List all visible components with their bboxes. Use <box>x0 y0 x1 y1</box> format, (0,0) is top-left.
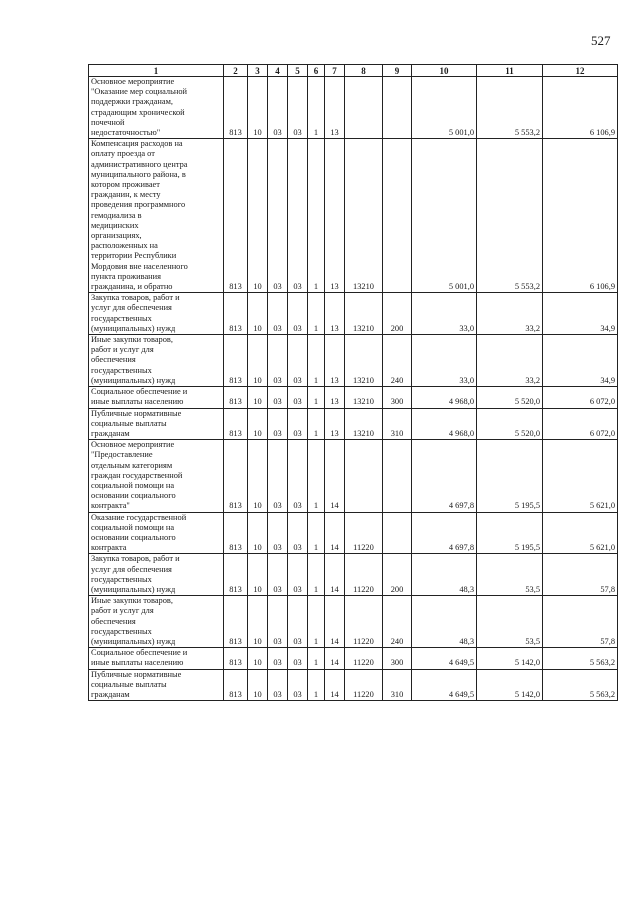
subsection-code-cell: 03 <box>268 596 288 648</box>
program-code-cell: 03 <box>288 512 308 554</box>
subprogram-code-cell: 1 <box>308 669 325 701</box>
amount-year-1-cell: 5 001,0 <box>412 77 477 139</box>
row-name: Закупка товаров, работ и услуг для обеспечения государственных (муниципальных) нужд <box>89 554 224 596</box>
row-name: Публичные нормативные социальные выплаты гражданам <box>89 408 224 440</box>
subsection-code-cell: 03 <box>268 554 288 596</box>
subprogram-code-cell: 1 <box>308 596 325 648</box>
section-code-cell: 10 <box>248 669 268 701</box>
expense-type-cell <box>383 139 412 293</box>
program-code-cell: 03 <box>288 440 308 512</box>
expense-type-cell <box>383 77 412 139</box>
amount-year-2-cell: 33,2 <box>477 335 543 387</box>
amount-year-2-cell: 53,5 <box>477 596 543 648</box>
activity-code-cell: 14 <box>325 669 345 701</box>
program-code-cell: 03 <box>288 139 308 293</box>
subsection-code-cell: 03 <box>268 387 288 408</box>
column-header: 3 <box>248 65 268 77</box>
row-name: Публичные нормативные социальные выплаты гражданам <box>89 669 224 701</box>
section-code-cell: 10 <box>248 512 268 554</box>
section-code-cell: 10 <box>248 440 268 512</box>
expense-type-cell: 300 <box>383 648 412 669</box>
row-name: Иные закупки товаров, работ и услуг для обеспечения государственных (муниципальных) нужд <box>89 596 224 648</box>
amount-year-3-cell: 57,8 <box>543 554 618 596</box>
column-header: 8 <box>345 65 383 77</box>
subsection-code-cell: 03 <box>268 77 288 139</box>
amount-year-1-cell: 33,0 <box>412 335 477 387</box>
row-name: Иные закупки товаров, работ и услуг для обеспечения государственных (муниципальных) нужд <box>89 335 224 387</box>
expense-type-cell: 240 <box>383 335 412 387</box>
amount-year-3-cell: 6 072,0 <box>543 387 618 408</box>
activity-code-cell: 14 <box>325 648 345 669</box>
program-code-cell: 03 <box>288 408 308 440</box>
row-name: Закупка товаров, работ и услуг для обеспечения государственных (муниципальных) нужд <box>89 293 224 335</box>
amount-year-3-cell: 5 621,0 <box>543 512 618 554</box>
budget-table <box>88 64 618 701</box>
amount-year-2-cell: 5 142,0 <box>477 669 543 701</box>
target-code-cell: 11220 <box>345 669 383 701</box>
section-code-cell: 10 <box>248 408 268 440</box>
section-code-cell: 10 <box>248 387 268 408</box>
amount-year-3-cell: 34,9 <box>543 293 618 335</box>
expense-type-cell: 200 <box>383 293 412 335</box>
grbs-code-cell: 813 <box>224 335 248 387</box>
subprogram-code-cell: 1 <box>308 139 325 293</box>
subprogram-code-cell: 1 <box>308 293 325 335</box>
grbs-code-cell: 813 <box>224 408 248 440</box>
subprogram-code-cell: 1 <box>308 408 325 440</box>
row-name: Социальное обеспечение и иные выплаты населению <box>89 387 224 408</box>
section-code-cell: 10 <box>248 554 268 596</box>
table-row <box>89 596 618 648</box>
amount-year-1-cell: 4 649,5 <box>412 648 477 669</box>
amount-year-3-cell: 5 563,2 <box>543 669 618 701</box>
amount-year-1-cell: 4 697,8 <box>412 440 477 512</box>
amount-year-3-cell: 6 072,0 <box>543 408 618 440</box>
row-name: Социальное обеспечение и иные выплаты населению <box>89 648 224 669</box>
page-number: 527 <box>591 33 611 48</box>
activity-code-cell: 13 <box>325 139 345 293</box>
activity-code-cell: 13 <box>325 77 345 139</box>
amount-year-1-cell: 4 649,5 <box>412 669 477 701</box>
program-code-cell: 03 <box>288 335 308 387</box>
subprogram-code-cell: 1 <box>308 512 325 554</box>
expense-type-cell: 240 <box>383 596 412 648</box>
activity-code-cell: 13 <box>325 408 345 440</box>
section-code-cell: 10 <box>248 596 268 648</box>
program-code-cell: 03 <box>288 648 308 669</box>
column-header: 6 <box>308 65 325 77</box>
amount-year-1-cell: 5 001,0 <box>412 139 477 293</box>
amount-year-3-cell: 5 563,2 <box>543 648 618 669</box>
amount-year-2-cell: 5 553,2 <box>477 139 543 293</box>
row-name: Компенсация расходов на оплату проезда от административного центра муниципального района, в котором проживает гражданин, к месту проведения программного гемодиализа в медицинских организациях, расположенных на территории Республики Мордовия вне населенного пункта проживания гражданина, и обратно <box>89 139 224 293</box>
activity-code-cell: 14 <box>325 554 345 596</box>
amount-year-2-cell: 5 195,5 <box>477 512 543 554</box>
subprogram-code-cell: 1 <box>308 554 325 596</box>
subprogram-code-cell: 1 <box>308 648 325 669</box>
section-code-cell: 10 <box>248 648 268 669</box>
table-row <box>89 335 618 387</box>
header-row <box>89 65 618 77</box>
grbs-code-cell: 813 <box>224 554 248 596</box>
table-row <box>89 669 618 701</box>
amount-year-3-cell: 5 621,0 <box>543 440 618 512</box>
subprogram-code-cell: 1 <box>308 387 325 408</box>
grbs-code-cell: 813 <box>224 77 248 139</box>
expense-type-cell <box>383 512 412 554</box>
column-header: 7 <box>325 65 345 77</box>
subprogram-code-cell: 1 <box>308 440 325 512</box>
activity-code-cell: 13 <box>325 293 345 335</box>
expense-type-cell: 300 <box>383 387 412 408</box>
target-code-cell: 13210 <box>345 408 383 440</box>
expense-type-cell: 200 <box>383 554 412 596</box>
grbs-code-cell: 813 <box>224 293 248 335</box>
program-code-cell: 03 <box>288 669 308 701</box>
grbs-code-cell: 813 <box>224 139 248 293</box>
column-header: 12 <box>543 65 618 77</box>
target-code-cell: 13210 <box>345 335 383 387</box>
activity-code-cell: 13 <box>325 387 345 408</box>
amount-year-3-cell: 6 106,9 <box>543 77 618 139</box>
program-code-cell: 03 <box>288 293 308 335</box>
subsection-code-cell: 03 <box>268 408 288 440</box>
subsection-code-cell: 03 <box>268 293 288 335</box>
grbs-code-cell: 813 <box>224 512 248 554</box>
amount-year-1-cell: 48,3 <box>412 596 477 648</box>
column-header: 1 <box>89 65 224 77</box>
row-name: Основное мероприятие "Предоставление отдельным категориям граждан государственной социальной помощи на основании социального контракта" <box>89 440 224 512</box>
table-row <box>89 139 618 293</box>
subsection-code-cell: 03 <box>268 669 288 701</box>
column-header: 11 <box>477 65 543 77</box>
grbs-code-cell: 813 <box>224 440 248 512</box>
target-code-cell: 11220 <box>345 596 383 648</box>
amount-year-1-cell: 48,3 <box>412 554 477 596</box>
amount-year-1-cell: 4 968,0 <box>412 387 477 408</box>
subsection-code-cell: 03 <box>268 440 288 512</box>
activity-code-cell: 14 <box>325 512 345 554</box>
section-code-cell: 10 <box>248 335 268 387</box>
column-header: 4 <box>268 65 288 77</box>
amount-year-3-cell: 6 106,9 <box>543 139 618 293</box>
row-name: Оказание государственной социальной помощи на основании социального контракта <box>89 512 224 554</box>
amount-year-1-cell: 4 968,0 <box>412 408 477 440</box>
program-code-cell: 03 <box>288 596 308 648</box>
section-code-cell: 10 <box>248 293 268 335</box>
subsection-code-cell: 03 <box>268 335 288 387</box>
amount-year-3-cell: 34,9 <box>543 335 618 387</box>
amount-year-1-cell: 33,0 <box>412 293 477 335</box>
table-row <box>89 440 618 512</box>
target-code-cell: 11220 <box>345 512 383 554</box>
amount-year-2-cell: 5 520,0 <box>477 408 543 440</box>
amount-year-2-cell: 53,5 <box>477 554 543 596</box>
activity-code-cell: 13 <box>325 335 345 387</box>
amount-year-1-cell: 4 697,8 <box>412 512 477 554</box>
activity-code-cell: 14 <box>325 440 345 512</box>
subsection-code-cell: 03 <box>268 648 288 669</box>
target-code-cell: 13210 <box>345 139 383 293</box>
target-code-cell: 13210 <box>345 387 383 408</box>
table-row <box>89 293 618 335</box>
subsection-code-cell: 03 <box>268 512 288 554</box>
program-code-cell: 03 <box>288 554 308 596</box>
amount-year-3-cell: 57,8 <box>543 596 618 648</box>
grbs-code-cell: 813 <box>224 669 248 701</box>
table-row <box>89 648 618 669</box>
activity-code-cell: 14 <box>325 596 345 648</box>
target-code-cell <box>345 77 383 139</box>
program-code-cell: 03 <box>288 77 308 139</box>
table-row <box>89 554 618 596</box>
target-code-cell: 13210 <box>345 293 383 335</box>
subprogram-code-cell: 1 <box>308 335 325 387</box>
target-code-cell: 11220 <box>345 554 383 596</box>
table-row <box>89 387 618 408</box>
expense-type-cell <box>383 440 412 512</box>
column-header: 9 <box>383 65 412 77</box>
grbs-code-cell: 813 <box>224 648 248 669</box>
expense-type-cell: 310 <box>383 669 412 701</box>
subprogram-code-cell: 1 <box>308 77 325 139</box>
section-code-cell: 10 <box>248 139 268 293</box>
program-code-cell: 03 <box>288 387 308 408</box>
target-code-cell: 11220 <box>345 648 383 669</box>
amount-year-2-cell: 33,2 <box>477 293 543 335</box>
column-header: 10 <box>412 65 477 77</box>
section-code-cell: 10 <box>248 77 268 139</box>
column-header: 5 <box>288 65 308 77</box>
table-row <box>89 408 618 440</box>
grbs-code-cell: 813 <box>224 387 248 408</box>
amount-year-2-cell: 5 520,0 <box>477 387 543 408</box>
subsection-code-cell: 03 <box>268 139 288 293</box>
table-row <box>89 77 618 139</box>
row-name: Основное мероприятие "Оказание мер социальной поддержки гражданам, страдающим хронической почечной недостаточностью" <box>89 77 224 139</box>
column-header: 2 <box>224 65 248 77</box>
table-body <box>89 77 618 701</box>
grbs-code-cell: 813 <box>224 596 248 648</box>
expense-type-cell: 310 <box>383 408 412 440</box>
amount-year-2-cell: 5 553,2 <box>477 77 543 139</box>
table-row <box>89 512 618 554</box>
amount-year-2-cell: 5 142,0 <box>477 648 543 669</box>
target-code-cell <box>345 440 383 512</box>
amount-year-2-cell: 5 195,5 <box>477 440 543 512</box>
